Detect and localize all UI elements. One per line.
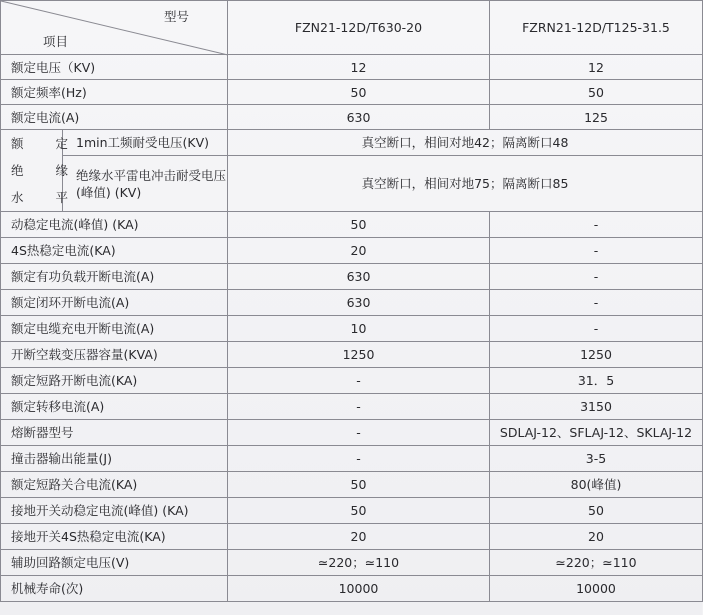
row-value-col2: 12 xyxy=(490,55,703,80)
row-value-col1: 50 xyxy=(228,212,490,238)
row-label: 开断空载变压器容量(KVA) xyxy=(1,342,228,368)
row-label: 额定电流(A) xyxy=(1,105,228,130)
insulation-row-1 xyxy=(1,130,703,156)
row-value-col2: - xyxy=(490,290,703,316)
row-value-col2: 3-5 xyxy=(490,446,703,472)
row-value-col2: 125 xyxy=(490,105,703,130)
row-value-col2: 3150 xyxy=(490,394,703,420)
table-row xyxy=(1,498,703,524)
model-col1-header: FZN21-12D/T630-20 xyxy=(228,1,490,55)
table-row xyxy=(1,576,703,602)
row-value-col1: 10000 xyxy=(228,576,490,602)
table-row xyxy=(1,316,703,342)
row-value-col2: - xyxy=(490,212,703,238)
table-row xyxy=(1,394,703,420)
row-value-col1: 1250 xyxy=(228,342,490,368)
row-label: 额定电压（KV) xyxy=(1,55,228,80)
table-row xyxy=(1,524,703,550)
row-label: 接地开关4S热稳定电流(KA) xyxy=(1,524,228,550)
row-value-col1: - xyxy=(228,420,490,446)
row-value-col2: - xyxy=(490,316,703,342)
row-value-col1: 50 xyxy=(228,472,490,498)
header-diagonal-line xyxy=(1,1,228,55)
row-value-col2: 50 xyxy=(490,498,703,524)
table-row xyxy=(1,550,703,576)
row-value-col1: 20 xyxy=(228,524,490,550)
insulation-group-char: 水 平 xyxy=(11,190,82,205)
row-label: 额定闭环开断电流(A) xyxy=(1,290,228,316)
table-row xyxy=(1,472,703,498)
row-value-col1: 630 xyxy=(228,105,490,130)
row-value-col2: 20 xyxy=(490,524,703,550)
row-label: 额定频率(Hz) xyxy=(1,80,228,105)
row-value-col2: SDLAJ-12、SFLAJ-12、SKLAJ-12 xyxy=(490,420,703,446)
row-value-col2: 10000 xyxy=(490,576,703,602)
row-label: 撞击器输出能量(J) xyxy=(1,446,228,472)
table-row xyxy=(1,368,703,394)
row-value-col2: - xyxy=(490,238,703,264)
model-col2-header: FZRN21-12D/T125-31.5 xyxy=(490,1,703,55)
row-value-col1: 630 xyxy=(228,290,490,316)
row-value-col1: 50 xyxy=(228,80,490,105)
insulation-group-label xyxy=(1,130,82,212)
row-label: 机械寿命(次) xyxy=(1,576,228,602)
row-value-col1: ≃220；≃110 xyxy=(228,550,490,576)
insulation-sub-label-2: 绝缘水平雷电冲击耐受电压(峰值) (KV) xyxy=(63,156,228,212)
row-value-col2: 1250 xyxy=(490,342,703,368)
table-row xyxy=(1,212,703,238)
row-label: 额定电缆充电开断电流(A) xyxy=(1,316,228,342)
row-value-col1: 50 xyxy=(228,498,490,524)
insulation-sub-label-1: 1min工频耐受电压(KV) xyxy=(63,130,228,156)
table-row xyxy=(1,105,703,130)
row-value-col1: 12 xyxy=(228,55,490,80)
row-label: 4S热稳定电流(KA) xyxy=(1,238,228,264)
table-row xyxy=(1,342,703,368)
table-row xyxy=(1,55,703,80)
table-row xyxy=(1,446,703,472)
row-value-col1: 630 xyxy=(228,264,490,290)
row-label: 额定短路开断电流(KA) xyxy=(1,368,228,394)
model-label: 型号 xyxy=(163,9,189,24)
table-row xyxy=(1,264,703,290)
row-label: 辅助回路额定电压(V) xyxy=(1,550,228,576)
row-label: 动稳定电流(峰值) (KA) xyxy=(1,212,228,238)
insulation-value-2: 真空断口，相间对地75；隔离断口85 xyxy=(228,156,703,212)
row-label: 接地开关动稳定电流(峰值) (KA) xyxy=(1,498,228,524)
row-value-col2: 50 xyxy=(490,80,703,105)
table-row xyxy=(1,238,703,264)
insulation-row-2 xyxy=(1,156,703,212)
row-value-col1: 20 xyxy=(228,238,490,264)
header-row xyxy=(1,1,703,55)
row-value-col2: 31．5 xyxy=(490,368,703,394)
row-value-col1: 10 xyxy=(228,316,490,342)
row-value-col2: 80(峰值) xyxy=(490,472,703,498)
table-row xyxy=(1,420,703,446)
row-value-col1: - xyxy=(228,368,490,394)
table-row xyxy=(1,80,703,105)
item-label: 项目 xyxy=(43,34,69,49)
row-label: 熔断器型号 xyxy=(1,420,228,446)
row-label: 额定短路关合电流(KA) xyxy=(1,472,228,498)
row-value-col1: - xyxy=(228,446,490,472)
row-value-col2: ≃220；≃110 xyxy=(490,550,703,576)
table-row xyxy=(1,290,703,316)
row-label: 额定有功负载开断电流(A) xyxy=(1,264,228,290)
header-corner-cell xyxy=(1,1,228,55)
insulation-group-char: 绝 缘 xyxy=(11,163,82,178)
row-value-col1: - xyxy=(228,394,490,420)
insulation-value-1: 真空断口，相间对地42；隔离断口48 xyxy=(228,130,703,156)
row-label: 额定转移电流(A) xyxy=(1,394,228,420)
insulation-group-char: 额 定 xyxy=(11,136,82,151)
row-value-col2: - xyxy=(490,264,703,290)
